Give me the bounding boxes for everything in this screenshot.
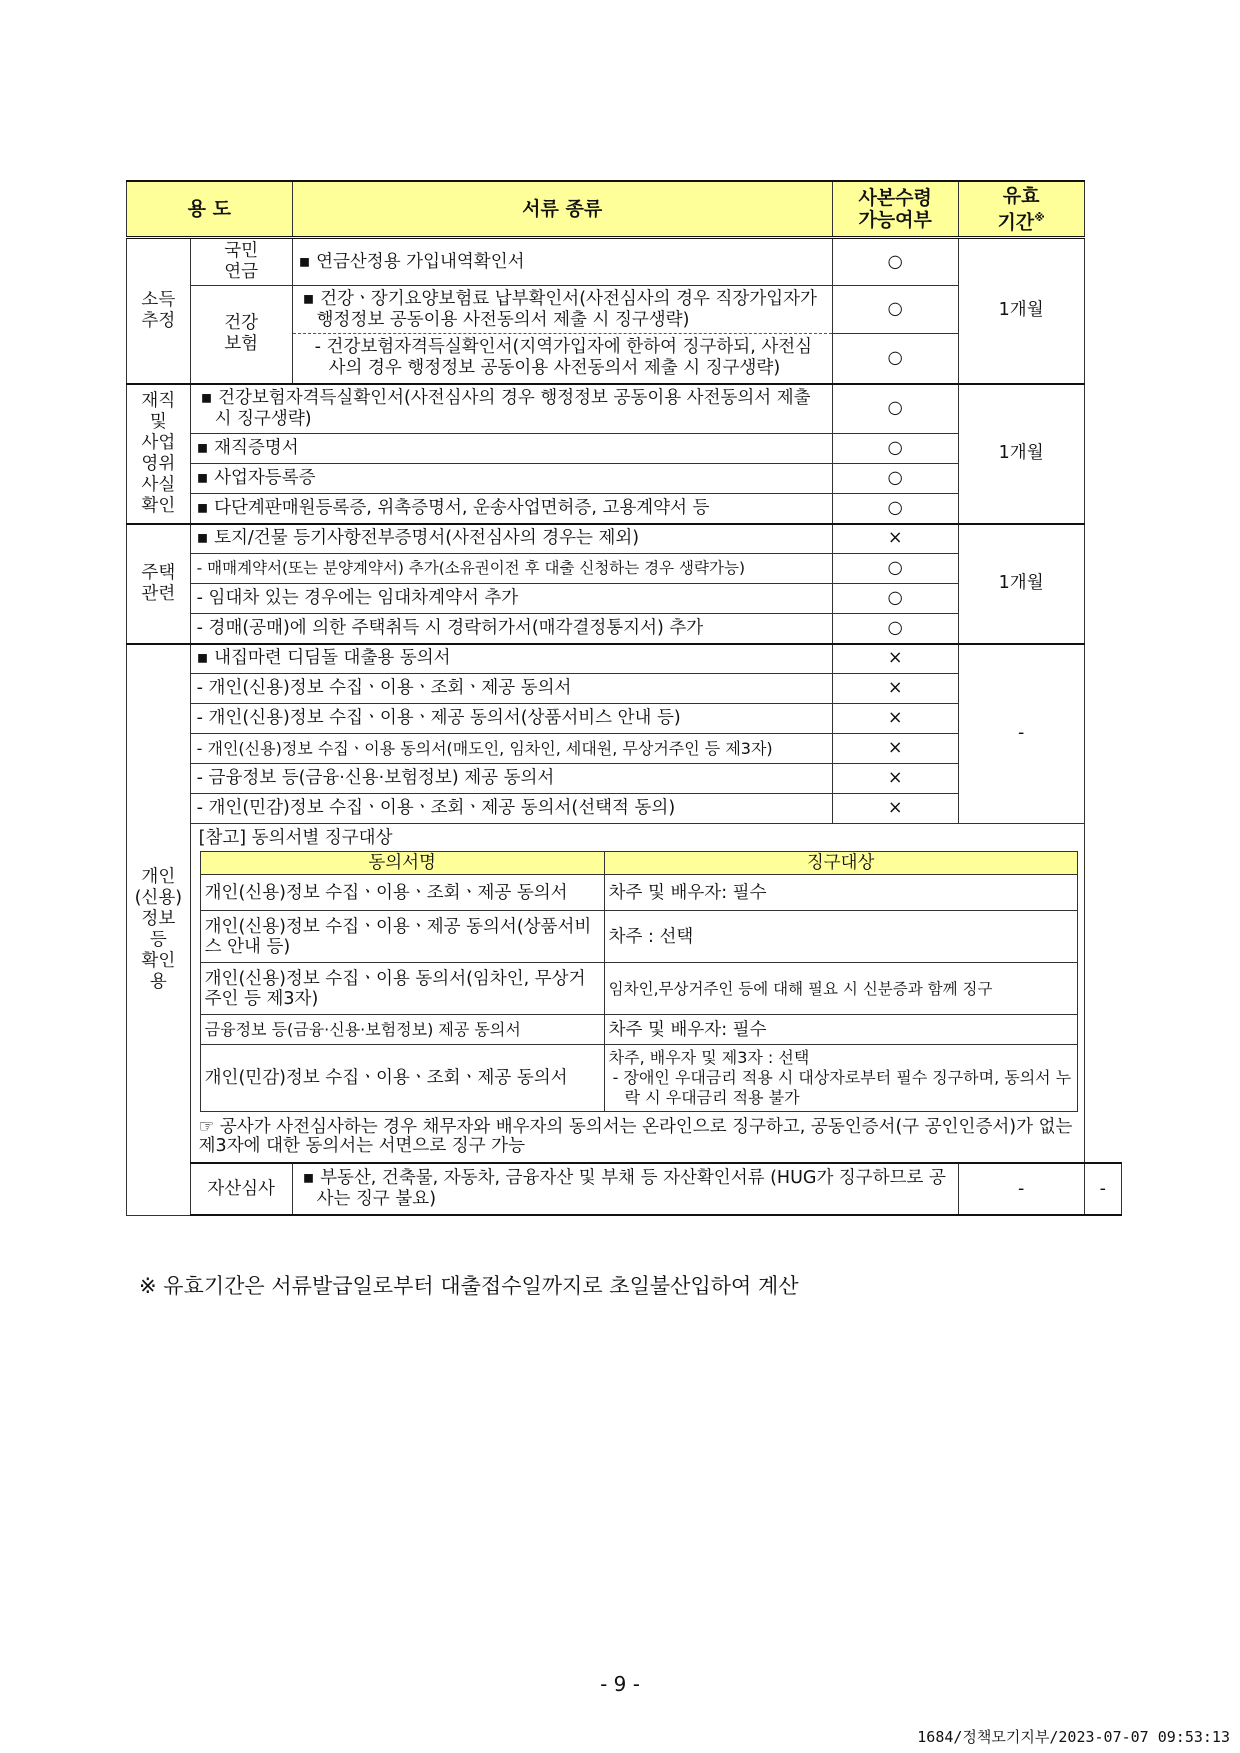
- header-docs: 서류 종류: [292, 181, 832, 238]
- print-stamp: 1684/정책모기지부/2023-07-07 09:53:13: [917, 1728, 1230, 1746]
- header-use: 용 도: [127, 181, 293, 238]
- reference-row: [200, 911, 1077, 963]
- header-copy: 사본수령 가능여부: [832, 181, 958, 238]
- personal-item: - 개인(민감)정보 수집ㆍ이용ㆍ조회ㆍ제공 동의서(선택적 동의): [190, 794, 832, 824]
- employment-valid: 1개월: [958, 384, 1084, 524]
- personal-mark: ×: [832, 794, 958, 824]
- reference-section: [190, 824, 1084, 1164]
- employment-item: ▪ 다단계판매원등록증, 위촉증명서, 운송사업면허증, 고용계약서 등: [190, 494, 832, 524]
- employment-mark: ○: [832, 384, 958, 434]
- personal-mark: ×: [832, 644, 958, 674]
- housing-item: - 임대차 있는 경우에는 임대차계약서 추가: [190, 584, 832, 614]
- reference-row: [200, 1015, 1077, 1045]
- health-item1: ▪ 건강ㆍ장기요양보험료 납부확인서(사전심사의 경우 직장가입자가 행정정보 공동이용 사전동의서 제출 시 징구생략): [292, 286, 832, 334]
- page-number: - 9 -: [600, 1672, 640, 1696]
- asset-mark: -: [958, 1163, 1084, 1215]
- reference-target: 차주 : 선택: [604, 911, 1077, 963]
- housing-mark: ○: [832, 554, 958, 584]
- pension-item: ▪ 연금산정용 가입내역확인서: [292, 238, 832, 286]
- reference-title: [참고] 동의서별 징구대상: [198, 828, 393, 848]
- table-row: [127, 1163, 1122, 1215]
- category-personal: 개인(신용) 정보 등 확인용: [127, 644, 191, 1216]
- reference-note: ☞ 공사가 사전심사하는 경우 채무자와 배우자의 동의서는 온라인으로 징구하고, 공동인증서(구 공인인증서)가 없는 제3자에 대한 동의서는 서면으로 징구 가능: [198, 1117, 1073, 1156]
- employment-item: ▪ 재직증명서: [190, 434, 832, 464]
- personal-item: ▪ 내집마련 디딤돌 대출용 동의서: [190, 644, 832, 674]
- personal-mark: ×: [832, 734, 958, 764]
- table-row: [127, 644, 1122, 674]
- table-row: [127, 238, 1122, 286]
- documents-table: [126, 180, 1122, 1216]
- health-item1-mark: ○: [832, 286, 958, 334]
- reference-name: 개인(신용)정보 수집ㆍ이용 동의서(임차인, 무상거주인 등 제3자): [200, 963, 604, 1015]
- reference-row: [200, 1045, 1077, 1112]
- reference-name: 금융정보 등(금융·신용·보험정보) 제공 동의서: [200, 1015, 604, 1045]
- housing-mark: ○: [832, 584, 958, 614]
- table-header-row: [127, 181, 1122, 238]
- reference-target: 차주, 배우자 및 제3자 : 선택 - 장애인 우대금리 적용 시 대상자로부터 필수 징구하며, 동의서 누락 시 우대금리 적용 불가: [604, 1045, 1077, 1112]
- personal-item: - 개인(신용)정보 수집ㆍ이용 동의서(매도인, 임차인, 세대원, 무상거주인 등 제3자): [190, 734, 832, 764]
- reference-header-row: [200, 852, 1077, 875]
- sub-health: 건강 보험: [190, 286, 292, 384]
- employment-mark: ○: [832, 464, 958, 494]
- reference-table: [200, 851, 1078, 1112]
- category-housing: 주택관련: [127, 524, 191, 644]
- category-employment: 재직 및 사업영위 사실 확인: [127, 384, 191, 524]
- personal-item: - 개인(신용)정보 수집ㆍ이용ㆍ제공 동의서(상품서비스 안내 등): [190, 704, 832, 734]
- personal-valid: -: [958, 644, 1084, 824]
- income-valid: 1개월: [958, 238, 1084, 384]
- personal-item: - 금융정보 등(금융·신용·보험정보) 제공 동의서: [190, 764, 832, 794]
- personal-mark: ×: [832, 704, 958, 734]
- housing-item: - 매매계약서(또는 분양계약서) 추가(소유권이전 후 대출 신청하는 경우 생략가능): [190, 554, 832, 584]
- reference-target: 임차인,무상거주인 등에 대해 필요 시 신분증과 함께 징구: [604, 963, 1077, 1015]
- reference-name: 개인(신용)정보 수집ㆍ이용ㆍ제공 동의서(상품서비스 안내 등): [200, 911, 604, 963]
- reference-header-target: 징구대상: [604, 852, 1077, 875]
- category-income: 소득추정: [127, 238, 191, 384]
- housing-mark: ○: [832, 614, 958, 644]
- employment-item: ▪ 건강보험자격득실확인서(사전심사의 경우 행정정보 공동이용 사전동의서 제출 시 징구생략): [190, 384, 832, 434]
- reference-header-name: 동의서명: [200, 852, 604, 875]
- table-row: [127, 384, 1122, 434]
- sub-pension: 국민 연금: [190, 238, 292, 286]
- footnote: ※ 유효기간은 서류발급일로부터 대출접수일까지로 초일불산입하여 계산: [139, 1274, 799, 1298]
- personal-mark: ×: [832, 764, 958, 794]
- table-row: [127, 524, 1122, 554]
- header-valid: 유효 기간※: [958, 181, 1084, 238]
- reference-row: [200, 875, 1077, 911]
- employment-mark: ○: [832, 494, 958, 524]
- housing-item: - 경매(공매)에 의한 주택취득 시 경락허가서(매각결정통지서) 추가: [190, 614, 832, 644]
- housing-valid: 1개월: [958, 524, 1084, 644]
- reference-name: 개인(신용)정보 수집ㆍ이용ㆍ조회ㆍ제공 동의서: [200, 875, 604, 911]
- pension-mark: ○: [832, 238, 958, 286]
- asset-item: ▪ 부동산, 건축물, 자동차, 금융자산 및 부채 등 자산확인서류 (HUG가 징구하므로 공사는 징구 불요): [292, 1163, 958, 1215]
- employment-item: ▪ 사업자등록증: [190, 464, 832, 494]
- housing-item: ▪ 토지/건물 등기사항전부증명서(사전심사의 경우는 제외): [190, 524, 832, 554]
- reference-row: [200, 963, 1077, 1015]
- table-row: [127, 824, 1122, 1164]
- health-item2-mark: ○: [832, 334, 958, 384]
- reference-name: 개인(민감)정보 수집ㆍ이용ㆍ조회ㆍ제공 동의서: [200, 1045, 604, 1112]
- personal-mark: ×: [832, 674, 958, 704]
- asset-valid: -: [1084, 1163, 1121, 1215]
- employment-mark: ○: [832, 434, 958, 464]
- health-item2: - 건강보험자격득실확인서(지역가입자에 한하여 징구하되, 사전심사의 경우 행정정보 공동이용 사전동의서 제출 시 징구생략): [292, 334, 832, 384]
- personal-item: - 개인(신용)정보 수집ㆍ이용ㆍ조회ㆍ제공 동의서: [190, 674, 832, 704]
- housing-mark: ×: [832, 524, 958, 554]
- reference-target: 차주 및 배우자: 필수: [604, 875, 1077, 911]
- reference-target: 차주 및 배우자: 필수: [604, 1015, 1077, 1045]
- category-asset: 자산심사: [190, 1163, 292, 1215]
